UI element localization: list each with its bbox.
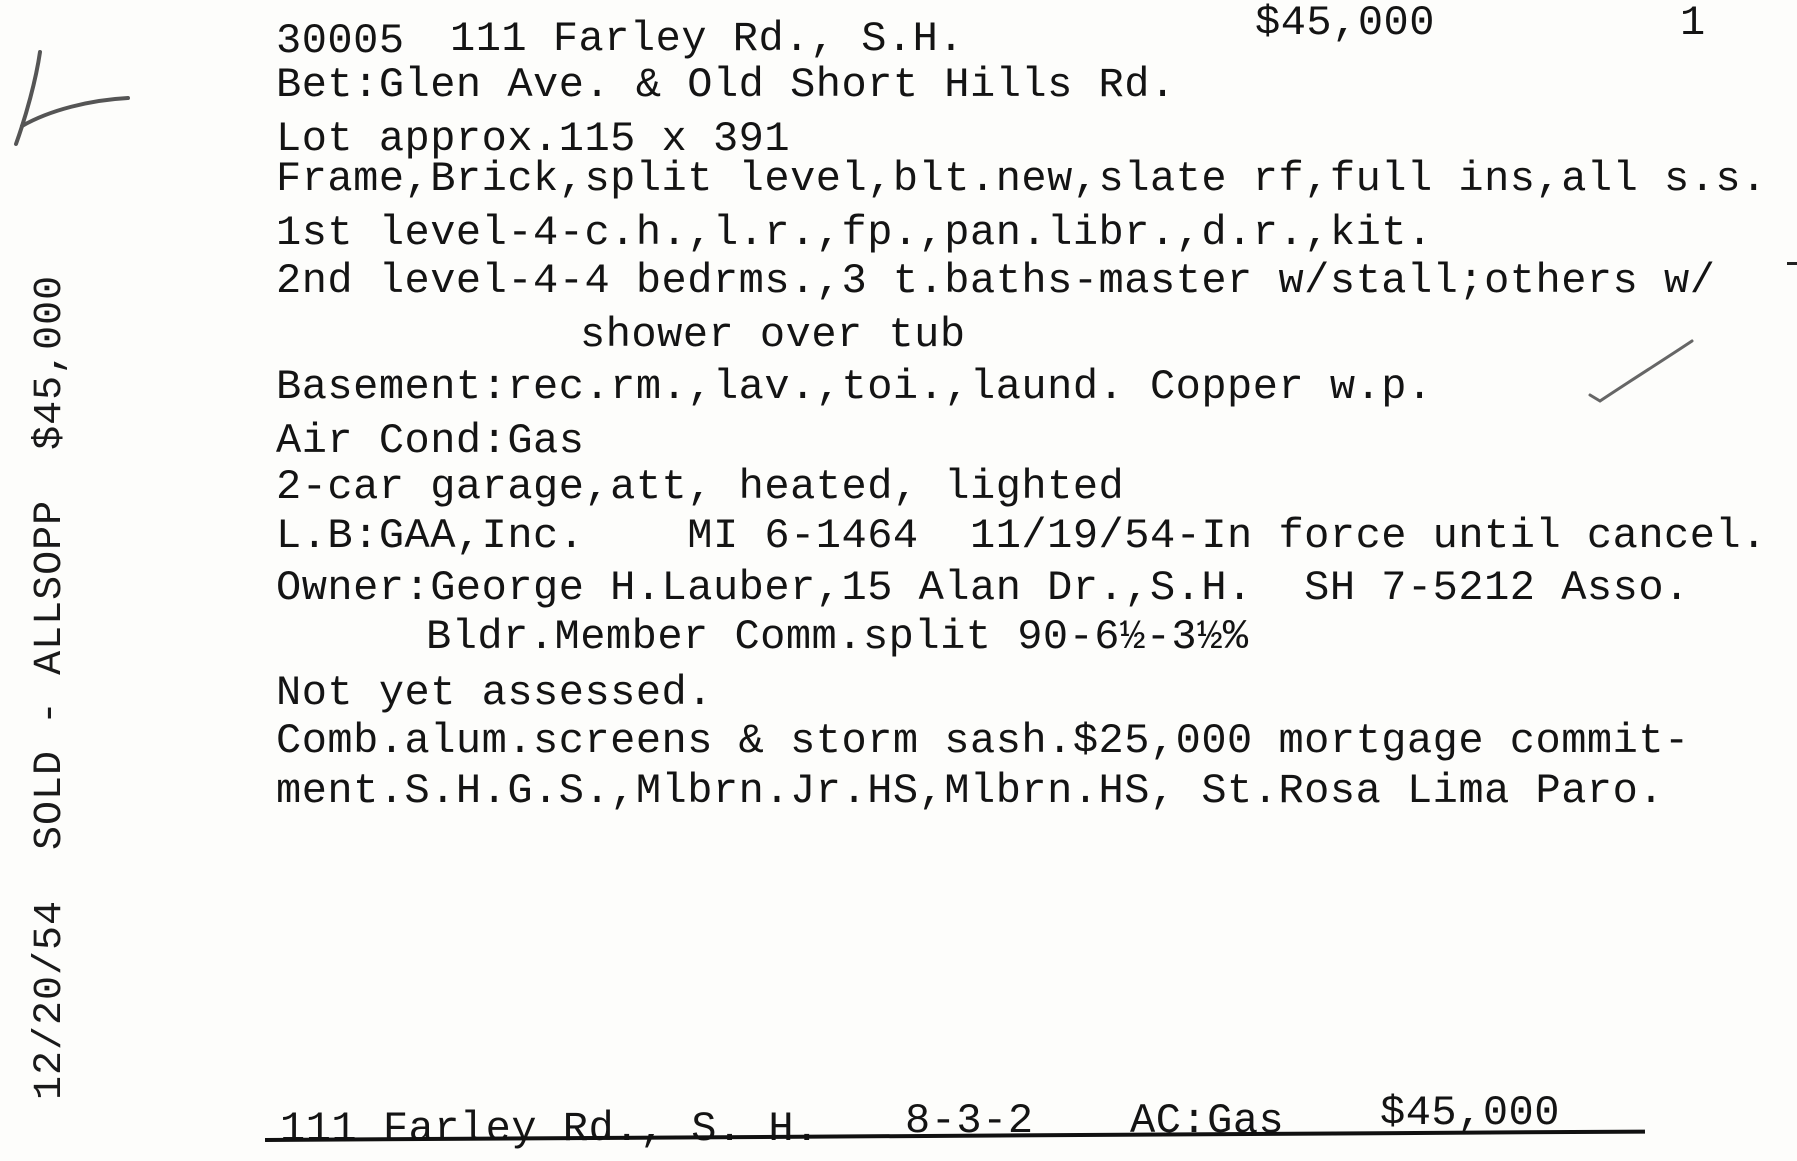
schools-line: ment.S.H.G.S.,Mlbrn.Jr.HS,Mlbrn.HS, St.Rosa Lima Paro. [276, 767, 1665, 815]
check-mark [1580, 335, 1700, 415]
second-level-continuation: shower over tub [580, 311, 966, 359]
commission-line: Bldr.Member Comm.split 90-6½-3½% [426, 613, 1249, 661]
footer-price: $45,000 [1380, 1089, 1560, 1137]
listing-price: $45,000 [1255, 0, 1435, 47]
card-edge-mark [1787, 262, 1797, 265]
card-page-number: 1 [1680, 0, 1706, 47]
owner-line: Owner:George H.Lauber,15 Alan Dr.,S.H. SH 7-5212 Asso. [276, 564, 1690, 612]
garage-line: 2-car garage,att, heated, lighted [276, 463, 1125, 511]
listing-address: 111 Farley Rd., S.H. [450, 15, 965, 63]
footer-ac: AC:Gas [1130, 1097, 1285, 1145]
handwritten-k-mark [0, 40, 150, 160]
assessment-line: Not yet assessed. [276, 669, 713, 717]
cross-streets-line: Bet:Glen Ave. & Old Short Hills Rd. [276, 61, 1176, 109]
lot-size-line: Lot approx.115 x 391 [276, 115, 791, 163]
footer-address: 111 Farley Rd., S. H. [280, 1105, 820, 1153]
listing-number: 30005 [276, 17, 405, 65]
basement-line: Basement:rec.rm.,lav.,toi.,laund. Copper w.p. [276, 363, 1433, 411]
air-conditioning-line: Air Cond:Gas [276, 417, 585, 465]
listing-broker-line: L.B:GAA,Inc. MI 6-1464 11/19/54-In force until cancel. [276, 512, 1767, 560]
sold-sidebar-text: 12/20/54 SOLD - ALLSOPP $45,000 [28, 274, 73, 1100]
first-level-line: 1st level-4-c.h.,l.r.,fp.,pan.libr.,d.r.,kit. [276, 209, 1433, 257]
construction-line: Frame,Brick,split level,blt.new,slate rf,full ins,all s.s. [276, 155, 1767, 203]
footer-rooms: 8-3-2 [905, 1097, 1034, 1145]
second-level-line: 2nd level-4-4 bedrms.,3 t.baths-master w/stall;others w/ [276, 257, 1716, 305]
screens-mortgage-line: Comb.alum.screens & storm sash.$25,000 mortgage commit- [276, 717, 1690, 765]
